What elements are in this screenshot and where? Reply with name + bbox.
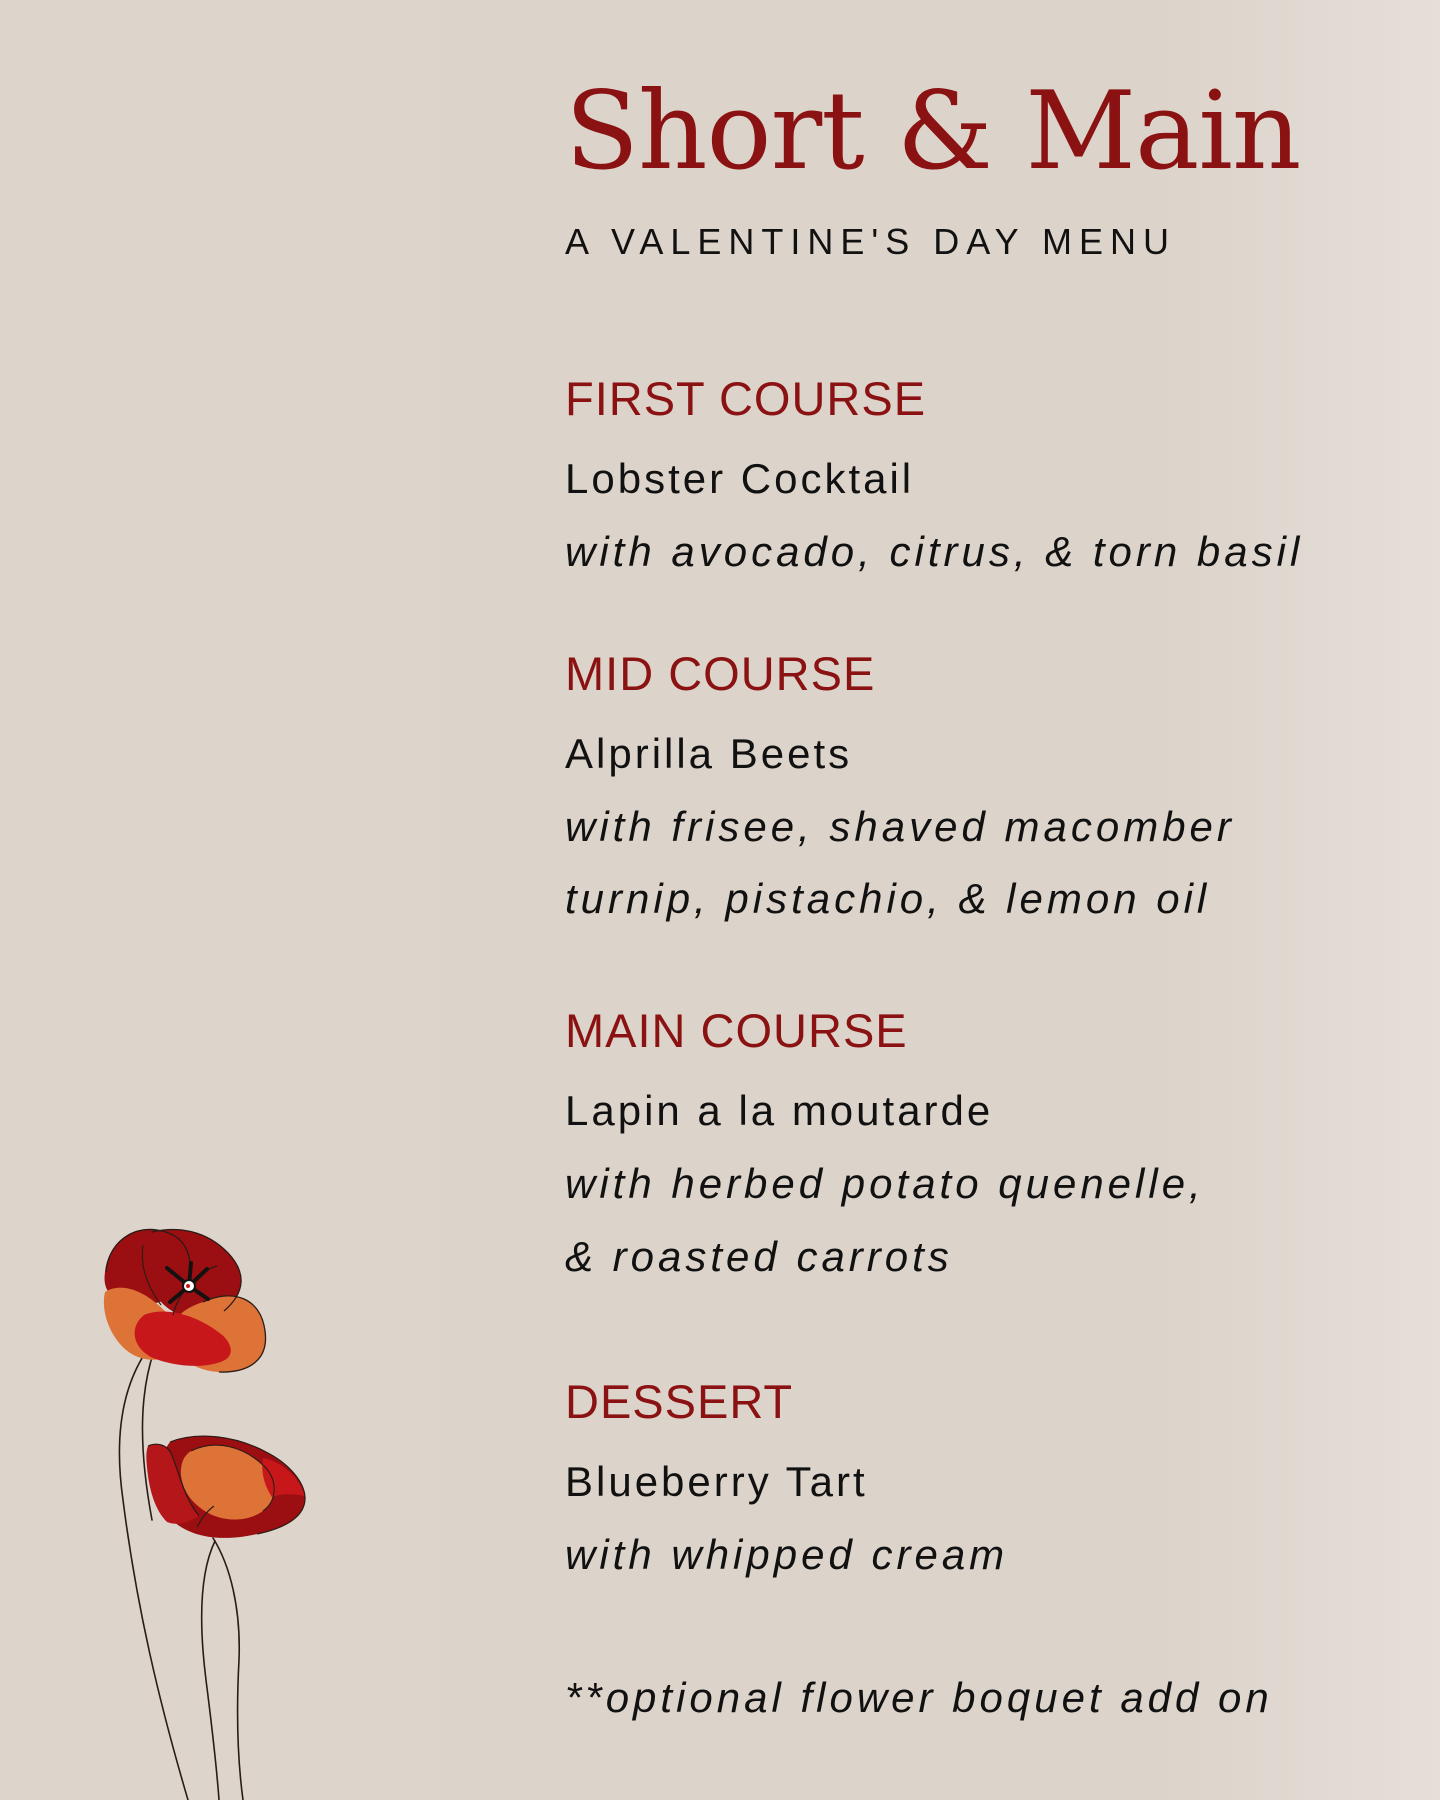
optional-note: **optional flower boquet add on [565,1674,1273,1721]
poppy-stems [119,1346,243,1800]
main-course-heading: MAIN COURSE [565,1004,908,1057]
menu-title: Short & Main [565,69,1301,194]
upper-poppy-icon [104,1229,266,1372]
main-course-dish: Lapin a la moutarde [565,1087,994,1134]
main-course-description-line-1: with herbed potato quenelle, [565,1160,1205,1207]
dessert-description-line-1: with whipped cream [565,1531,1009,1578]
dessert-heading: DESSERT [565,1375,794,1428]
mid-course-description-line-2: turnip, pistachio, & lemon oil [565,875,1211,922]
main-course-description-line-2: & roasted carrots [565,1233,953,1280]
mid-course-description-line-1: with frisee, shaved macomber [565,803,1235,850]
mid-course-heading: MID COURSE [565,647,876,700]
dessert-dish: Blueberry Tart [565,1458,868,1505]
first-course-heading: FIRST COURSE [565,372,927,425]
lower-poppy-icon [146,1436,305,1538]
first-course-dish: Lobster Cocktail [565,455,915,502]
poppy-flowers-illustration [85,1160,405,1800]
first-course-description-line-1: with avocado, citrus, & torn basil [565,528,1304,575]
mid-course-dish: Alprilla Beets [565,730,853,777]
menu-subtitle: A VALENTINE'S DAY MENU [565,221,1176,262]
